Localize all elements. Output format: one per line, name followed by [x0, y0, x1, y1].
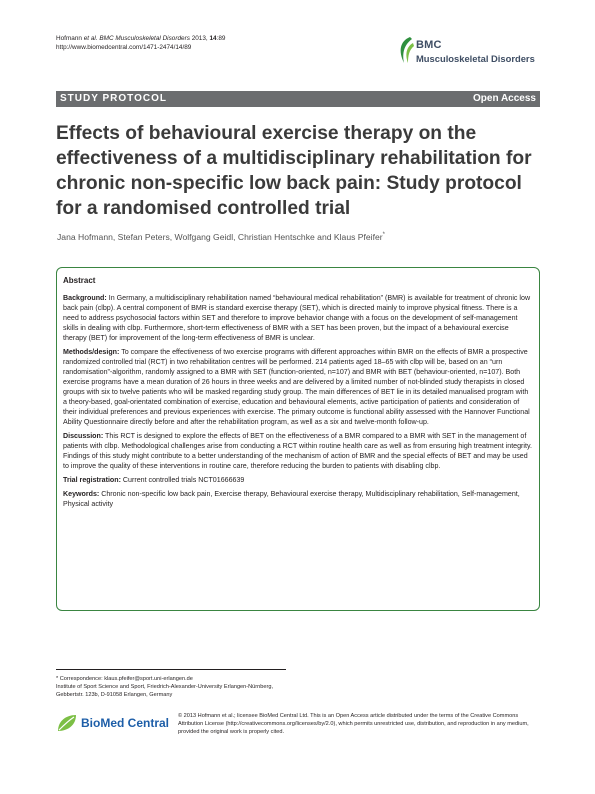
citation-line	[56, 34, 225, 43]
keywords-text: Chronic non-specific low back pain, Exercise therapy, Behavioural exercise therapy, Multidisciplinary rehabilitation, Self-management, Physical activity	[63, 490, 520, 508]
article-url[interactable]: http://www.biomedcentral.com/1471-2474/14/89	[56, 44, 192, 51]
discussion-label: Discussion:	[63, 432, 104, 440]
biomed-central-wordmark: BioMed Central	[81, 716, 170, 730]
abstract-heading: Abstract	[63, 276, 96, 285]
background-label: Background:	[63, 294, 107, 302]
trial-label: Trial registration:	[63, 476, 121, 484]
corresponding-author-mark: *	[382, 232, 385, 239]
trial-text: Current controlled trials NCT01666639	[120, 476, 245, 484]
background-text: In Germany, a multidisciplinary rehabilitation named “behavioural medical rehabilitation” (BMR) is available for treatment of chronic low back pain (clbp). A central component of BMR is standard exercise therapy (SET), which is directed mainly to improve physical fitness. There is a need to address psychosocial factors within SET and therefore to improve behavior change with a focus on the development of self-management skills in dealing with clbp. Furthermore, short-term effectiveness of BMR with a SET has been proven, but the impact of a behavioural exercise therapy (BET) for improvement of the long-term effectiveness of BMR is unclear.	[63, 294, 531, 342]
author-affiliation: Institute of Sport Science and Sport, Friedrich-Alexander-University Erlangen-Nürnberg, Gebbertstr. 123b, D-91058 Erlangen, Germany	[56, 684, 274, 698]
footnote-divider	[56, 669, 286, 670]
authors-text: Jana Hofmann, Stefan Peters, Wolfgang Geidl, Christian Hentschke and Klaus Pfeifer	[57, 232, 383, 242]
methods-text: To compare the effectiveness of two exercise programs with different approaches within BMR on the effects of BMR a prospective randomized controlled trial (RCT) in two rehabilitation centres will be performed. 214 patients aged 18–65 with clbp will be, based on an “urn randomisation”-algorithm, randomly assigned to a BMR with SET (function-oriented, n=107) and BMR with BET (behaviour-oriented, n=107). Both exercise programs have a mean duration of 26 hours in three weeks and are delivered by a limited number of not-blinded study therapists in closed groups with six to twelve patients who will be masked regarding study group. The main differences of BET lie in its detailed manualised program with a theory-based, goal-orientated combination of exercise, education and behavioural elements, active participation of patients and consideration of their individual preferences and previous experiences with exercise. The primary outcome is functional ability assessed with the Hannover Functional Ability Questionnaire directly before and after the rehabilitation program, as well as a six and twelve-month follow-up.	[63, 348, 530, 426]
keywords-label: Keywords:	[63, 490, 100, 498]
citation-authors: Hofmann	[56, 35, 84, 42]
footnote	[56, 675, 296, 699]
copyright-notice: © 2013 Hofmann et al.; licensee BioMed Central Ltd. This is an Open Access article distributed under the terms of the Creative Commons Attribution License (http://creativecommons.org/licenses/by/2.0), which permits unrestricted use, distribution, and reproduction in any medium, provided the original work is properly cited.	[178, 713, 529, 735]
citation-etal: et al.	[83, 35, 98, 42]
logo-bmc-text: BMC	[416, 39, 442, 51]
abstract-trial-registration	[63, 475, 533, 485]
abstract-background	[63, 293, 533, 343]
methods-label: Methods/design:	[63, 348, 120, 356]
abstract-discussion	[63, 431, 533, 471]
article-title: Effects of behavioural exercise therapy on the effectiveness of a multidisciplinary rehabilitation for chronic non-specific low back pain: Study protocol for a randomised controlled trial	[56, 123, 532, 219]
citation-year: 2013,	[189, 35, 210, 42]
abstract-keywords	[63, 489, 533, 509]
article-type-banner	[56, 91, 540, 107]
citation-header	[56, 34, 225, 52]
article-type-label: STUDY PROTOCOL	[60, 93, 167, 104]
journal-logo	[396, 33, 546, 73]
correspondence-email[interactable]: * Correspondence: klaus.pfeifer@sport.uni-erlangen.de	[56, 676, 193, 682]
bmc-swoosh-icon	[396, 35, 414, 65]
open-access-label: Open Access	[473, 93, 536, 104]
biomed-central-logo	[56, 712, 174, 734]
biomed-central-leaf-icon	[56, 713, 78, 733]
citation-volume: 14	[209, 35, 217, 42]
abstract	[63, 276, 533, 513]
citation-journal: BMC Musculoskeletal Disorders	[97, 35, 190, 42]
discussion-text: This RCT is designed to explore the effects of BET on the effectiveness of a BMR compared to a BMR with SET in the management of patients with clbp. Methodological challenges arise from conducting a RCT within routine health care as well as from ensuring high treatment integrity. Findings of this study might contribute to a better understanding of the mechanism of action of BMR and the special effects of BET and may be used to improve the quality of these interventions in routine care, therefore reducing the burden to patients with disabling clbp.	[63, 432, 532, 470]
abstract-methods	[63, 347, 533, 427]
logo-journal-name: Musculoskeletal Disorders	[416, 53, 535, 64]
citation-pages: :89	[216, 35, 226, 42]
author-list	[57, 232, 385, 242]
